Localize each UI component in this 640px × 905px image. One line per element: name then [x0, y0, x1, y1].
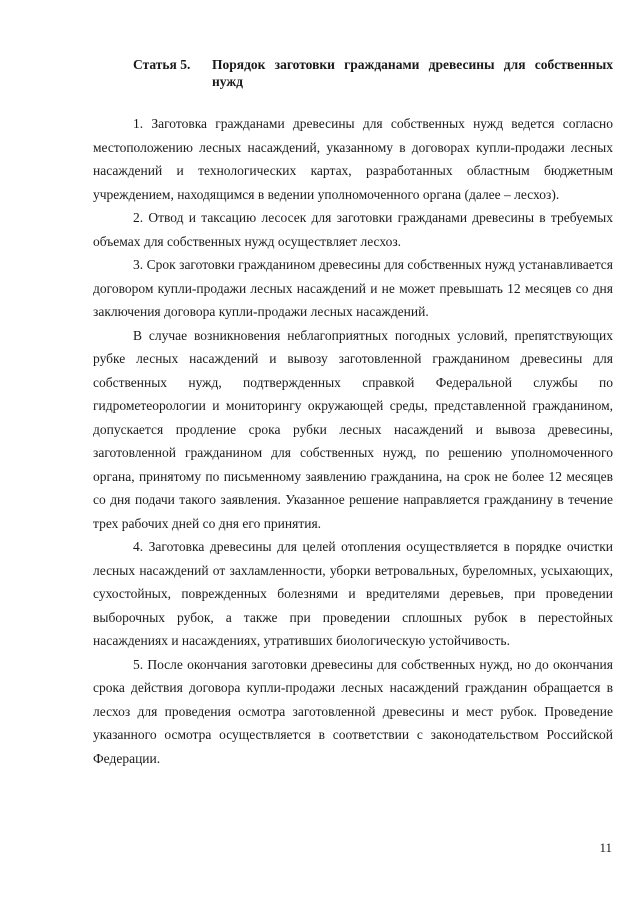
article-body — [93, 112, 613, 770]
paragraph-1: 1. Заготовка гражданами древесины для собственных нужд ведется согласно местоположению лесных насаждений, указанному в договорах купли-продажи лесных насаждений и технологических картах, разработанных областным бюджетным учреждением, находящимся в ведении уполномоченного органа (далее – лесхоз). — [93, 116, 613, 202]
article-number: Статья 5. — [133, 57, 191, 72]
article-title: Порядок заготовки гражданами древесины для собственных нужд — [212, 57, 613, 89]
paragraph-3: 3. Срок заготовки гражданином древесины для собственных нужд устанавливается договором купли-продажи лесных насаждений и не может превышать 12 месяцев со дня заключения договора купли-продажи лесных насаждений. — [93, 257, 613, 319]
paragraph-2: 2. Отвод и таксацию лесосек для заготовки гражданами древесины в требуемых объемах для собственных нужд осуществляет лесхоз. — [93, 210, 613, 249]
paragraph-4: 4. Заготовка древесины для целей отопления осуществляется в порядке очистки лесных насаждений от захламленности, уборки ветровальных, буреломных, усыхающих, сухостойных, поврежденных болезнями и вредителями деревьев, при проведении выборочных рубок, а также при проведении сплошных рубок в перестойных насаждениях и насаждениях, утративших биологическую устойчивость. — [93, 539, 613, 648]
paragraph-5: 5. После окончания заготовки древесины для собственных нужд, но до окончания срока действия договора купли-продажи лесных насаждений гражданин обращается в лесхоз для проведения осмотра заготовленной древесины и мест рубок. Проведение указанного осмотра осуществляется в соответствии с законодательством Российской Федерации. — [93, 656, 613, 766]
article-heading — [133, 56, 613, 90]
page-number: 11 — [599, 840, 612, 855]
paragraph-3-continuation: В случае возникновения неблагоприятных погодных условий, препятствующих рубке лесных насаждений и вывозу заготовленной гражданином древесины для собственных нужд, подтвержденных справкой Федеральной службы по гидрометеорологии и мониторингу окружающей среды, представленной гражданином, допускается продление срока рубки лесных насаждений и вывоза древесины, заготовленной гражданином для собственных нужд, по решению уполномоченного органа, принятому по письменному заявлению гражданина, на срок не более 12 месяцев со дня подачи такого заявления. Указанное решение направляется гражданину в течение трех рабочих дней со дня его принятия. — [93, 327, 613, 531]
